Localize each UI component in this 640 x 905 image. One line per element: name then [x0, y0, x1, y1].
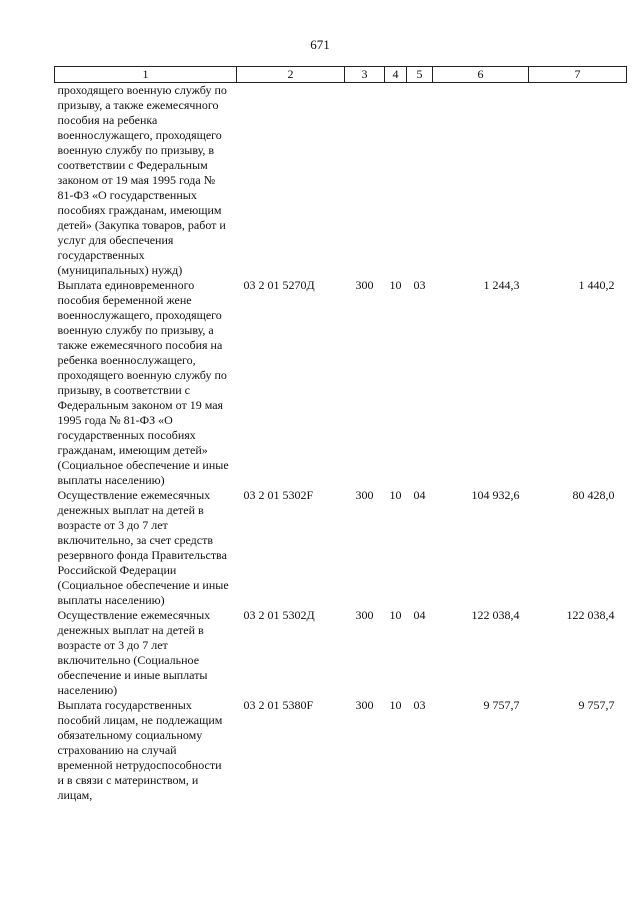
row-col-5: 04 — [413, 608, 426, 622]
row-col-7: 122 038,4 — [566, 608, 615, 622]
header-col-1: 1 — [55, 67, 237, 83]
row-col-4: 10 — [389, 608, 402, 622]
budget-table — [54, 66, 627, 803]
row-description: Осуществление ежемесячных денежных выплат на детей в возрасте от 3 до 7 лет включительно, за счет средств резервного фонда Правительства Российской Федерации (Социальное обеспечение и иные выплаты населению) — [57, 488, 229, 607]
row-col-7: 9 757,7 — [578, 698, 615, 712]
row-col-4 — [385, 83, 407, 279]
row-col-6: 104 932,6 — [471, 488, 520, 502]
row-col-4: 10 — [389, 488, 402, 502]
row-code: 03 2 01 5302F — [243, 488, 314, 502]
row-code: 03 2 01 5302Д — [243, 608, 315, 622]
row-code: 03 2 01 5380F — [243, 698, 314, 712]
page-number: 671 — [310, 37, 330, 52]
row-description: проходящего военную службу по призыву, а также ежемесячного пособия на ребенка военнослужащего, проходящего военную службу по призыву, в соответствии с Федеральным законом от 19 мая 1995 года № 81-ФЗ «О государственных пособиях гражданам, имеющим детей» (Закупка товаров, работ и услуг для обеспечения государственных (муниципальных) нужд) — [57, 83, 227, 277]
row-col-3: 300 — [355, 698, 374, 712]
header-col-6: 6 — [433, 67, 529, 83]
row-code — [237, 83, 345, 279]
row-col-3: 300 — [355, 488, 374, 502]
row-description: Осуществление ежемесячных денежных выплат на детей в возрасте от 3 до 7 лет включительно (Социальное обеспечение и иные выплаты населению) — [57, 608, 211, 697]
row-description: Выплата государственных пособий лицам, не подлежащим обязательному социальному страхованию на случай временной нетрудоспособности и в связи с материнством, и лицам, — [57, 698, 223, 802]
row-col-6: 1 244,3 — [483, 278, 520, 292]
row-col-5 — [407, 83, 433, 279]
row-col-6: 9 757,7 — [483, 698, 520, 712]
header-col-2: 2 — [237, 67, 345, 83]
row-col-5: 03 — [413, 278, 426, 292]
row-col-7 — [529, 83, 627, 279]
row-col-6: 122 038,4 — [471, 608, 520, 622]
table-row — [55, 83, 627, 279]
table-row — [55, 608, 627, 698]
table-header-row — [55, 67, 627, 83]
header-col-3: 3 — [345, 67, 385, 83]
table-row — [55, 488, 627, 608]
row-description: Выплата единовременного пособия беременной жене военнослужащего, проходящего военную службу по призыву, а также ежемесячного пособия на ребенка военнослужащего, проходящего военную службу по призыву, в соответствии с Федеральным законом от 19 мая 1995 года № 81-ФЗ «О государственных пособиях гражданам, имеющим детей» (Социальное обеспечение и иные выплаты населению) — [57, 278, 229, 487]
row-col-6 — [433, 83, 529, 279]
header-col-5: 5 — [407, 67, 433, 83]
row-col-3: 300 — [355, 278, 374, 292]
row-code: 03 2 01 5270Д — [243, 278, 315, 292]
row-col-5: 03 — [413, 698, 426, 712]
table-row — [55, 698, 627, 803]
header-col-7: 7 — [529, 67, 627, 83]
row-col-4: 10 — [389, 278, 402, 292]
row-col-4: 10 — [389, 698, 402, 712]
row-col-3: 300 — [355, 608, 374, 622]
row-col-7: 80 428,0 — [572, 488, 615, 502]
row-col-3 — [345, 83, 385, 279]
table-row — [55, 278, 627, 488]
row-col-5: 04 — [413, 488, 426, 502]
header-col-4: 4 — [385, 67, 407, 83]
row-col-7: 1 440,2 — [578, 278, 615, 292]
